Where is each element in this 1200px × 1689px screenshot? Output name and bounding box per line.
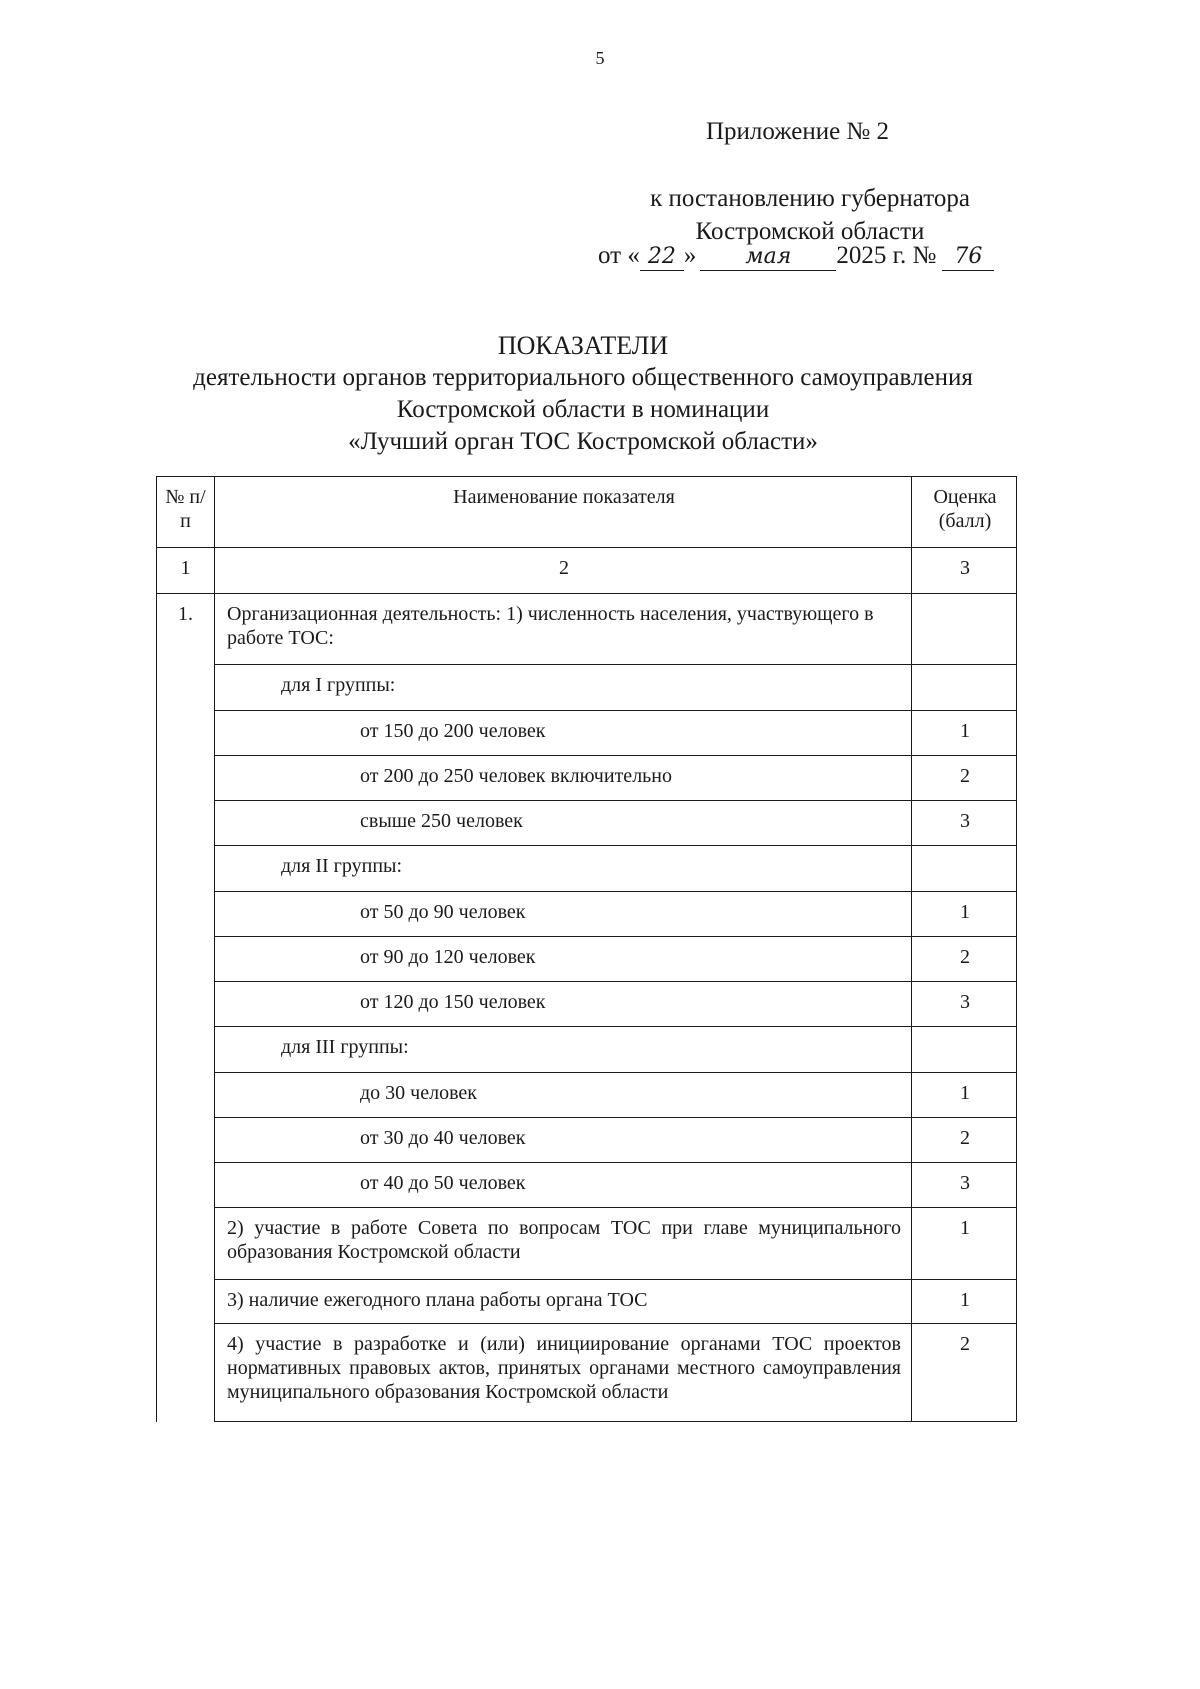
row-score: 1 [912, 711, 1017, 756]
column-numbers-row [157, 548, 1017, 594]
row-text: от 120 до 150 человек [215, 982, 912, 1027]
row-score: 2 [912, 756, 1017, 801]
title-line3: Костромской области в номинации [396, 396, 770, 423]
row-score: 1 [912, 892, 1017, 937]
date-number: 76 [942, 244, 994, 271]
row-text: 3) наличие ежегодного плана работы органа ТОС [215, 1280, 912, 1324]
title-line2: деятельности органов территориального общественного самоуправления [193, 364, 973, 391]
row-text: 2) участие в работе Совета по вопросам ТОС при главе муниципального образования Костромской области [215, 1208, 912, 1280]
appendix-to-line1: к постановлению губернатора [650, 185, 970, 212]
col-number: 3 [912, 548, 1017, 594]
table-row [157, 594, 1017, 665]
row-score [912, 594, 1017, 665]
row-text: для III группы: [215, 1027, 912, 1073]
table-row [157, 1163, 1017, 1208]
page-number: 5 [595, 48, 605, 68]
table-row [157, 846, 1017, 892]
title-line1: ПОКАЗАТЕЛИ [497, 331, 669, 360]
header-row [157, 477, 1017, 548]
row-score: 3 [912, 801, 1017, 846]
table-row [157, 1280, 1017, 1324]
document-title [0, 330, 1166, 458]
row-score: 1 [912, 1073, 1017, 1118]
row-text: свыше 250 человек [215, 801, 912, 846]
row-score [912, 846, 1017, 892]
header-num: № п/п [157, 477, 215, 548]
table-row [157, 711, 1017, 756]
row-text: Организационная деятельность: 1) численность населения, участвующего в работе ТОС: [215, 594, 912, 665]
header-score: Оценка (балл) [912, 477, 1017, 548]
date-year: 2025 г. № [836, 242, 937, 269]
row-score [912, 665, 1017, 711]
row-score: 2 [912, 937, 1017, 982]
col-number: 2 [215, 548, 912, 594]
table-row [157, 1118, 1017, 1163]
row-score: 2 [912, 1324, 1017, 1422]
row-score: 2 [912, 1118, 1017, 1163]
date-month: мая [700, 244, 836, 271]
table-row [157, 1208, 1017, 1280]
date-day: 22 [640, 244, 684, 271]
date-mid: » [683, 242, 697, 269]
row-text: 4) участие в разработке и (или) инициирование органами ТОС проектов нормативных правовых актов, принятых органами местного самоуправления муниципального образования Костромской области [215, 1324, 912, 1422]
row-score: 3 [912, 982, 1017, 1027]
appendix-date [598, 242, 994, 271]
table-row [157, 1027, 1017, 1073]
table-row [157, 892, 1017, 937]
table-row [157, 801, 1017, 846]
row-text: до 30 человек [215, 1073, 912, 1118]
row-score: 1 [912, 1208, 1017, 1280]
table-row [157, 982, 1017, 1027]
row-text: от 30 до 40 человек [215, 1118, 912, 1163]
col-number: 1 [157, 548, 215, 594]
table-row [157, 1324, 1017, 1422]
appendix-to-line2: Костромской области [695, 218, 925, 245]
indicators-table [156, 476, 1017, 1422]
title-line4: «Лучший орган ТОС Костромской области» [348, 428, 818, 455]
row-score: 1 [912, 1280, 1017, 1324]
row-text: от 90 до 120 человек [215, 937, 912, 982]
row-text: для I группы: [215, 665, 912, 711]
row-text: от 150 до 200 человек [215, 711, 912, 756]
row-text: от 200 до 250 человек включительно [215, 756, 912, 801]
row-score [912, 1027, 1017, 1073]
row-text: от 50 до 90 человек [215, 892, 912, 937]
table-row [157, 665, 1017, 711]
row-text: от 40 до 50 человек [215, 1163, 912, 1208]
row-text: для II группы: [215, 846, 912, 892]
section-number: 1. [157, 594, 215, 1422]
table-row [157, 1073, 1017, 1118]
header-name: Наименование показателя [215, 477, 912, 548]
date-prefix: от « [598, 242, 640, 269]
appendix-title: Приложение № 2 [706, 118, 890, 145]
appendix-to [590, 182, 1030, 248]
row-score: 3 [912, 1163, 1017, 1208]
table-row [157, 756, 1017, 801]
table-row [157, 937, 1017, 982]
